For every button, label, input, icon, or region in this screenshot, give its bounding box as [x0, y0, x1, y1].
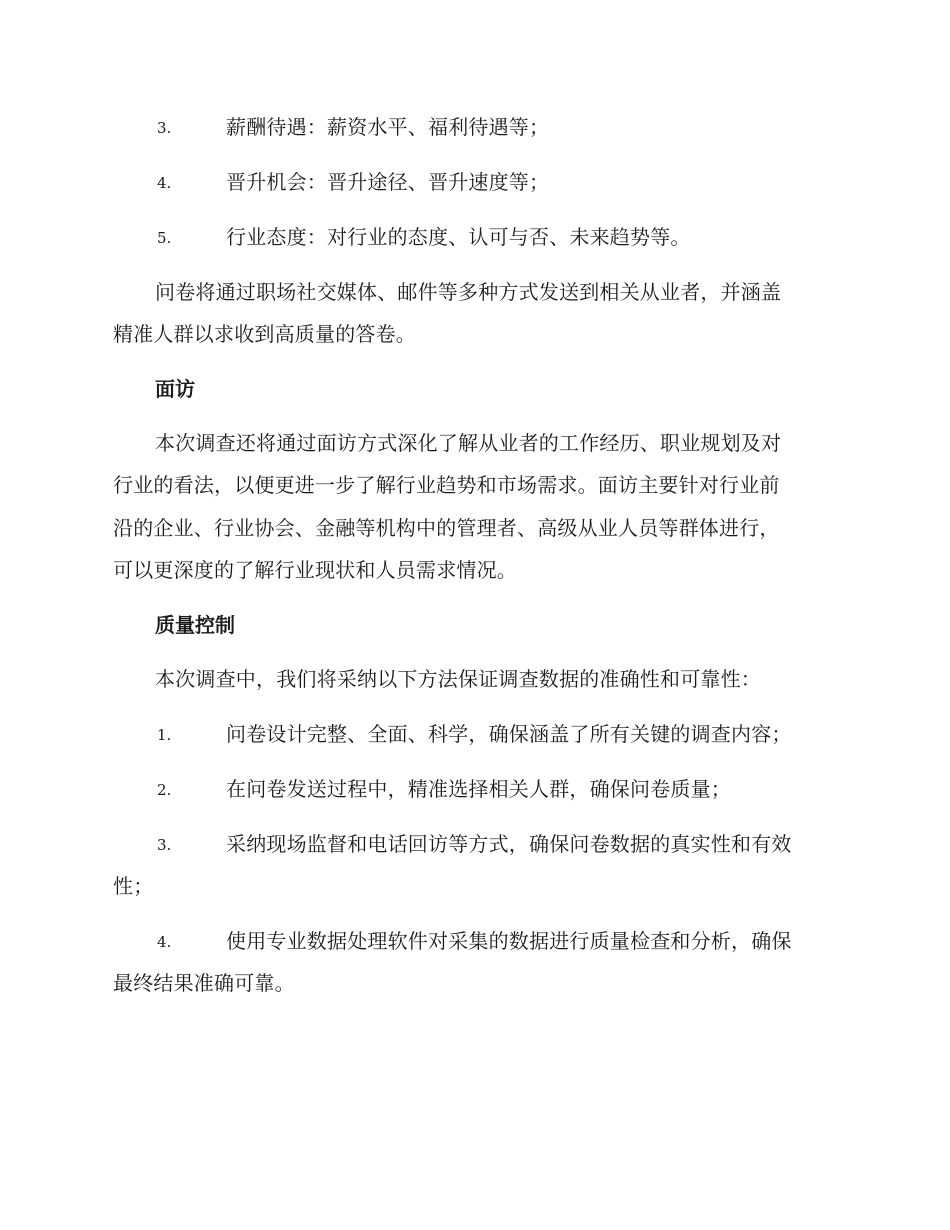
paragraph-line: 可以更深度的了解行业现状和人员需求情况。: [113, 558, 517, 582]
paragraph-line: 本次调查中，我们将采纳以下方法保证调查数据的准确性和可靠性：: [155, 667, 761, 691]
paragraph-line: 问卷将通过职场社交媒体、邮件等多种方式发送到相关从业者，并涵盖: [155, 280, 782, 304]
paragraph-line: 行业的看法，以便更进一步了解行业趋势和市场需求。面访主要针对行业前: [113, 473, 780, 497]
list-item-number: 4.: [157, 933, 172, 951]
section-heading-quality: 质量控制: [155, 613, 235, 637]
list-item-continuation: 性；: [113, 874, 154, 898]
list-item-number: 3.: [157, 119, 172, 137]
list-item-text: 在问卷发送过程中，精准选择相关人群，确保问卷质量；: [226, 777, 731, 801]
section-heading-interview: 面访: [155, 377, 195, 401]
paragraph-line: 沿的企业、行业协会、金融等机构中的管理者、高级从业人员等群体进行，: [113, 516, 780, 540]
list-item-number: 4.: [157, 174, 172, 192]
list-item-text: 使用专业数据处理软件对采集的数据进行质量检查和分析，确保: [226, 929, 792, 953]
list-item-text: 问卷设计完整、全面、科学，确保涵盖了所有关键的调查内容；: [226, 722, 792, 746]
list-item-text: 行业态度：对行业的态度、认可与否、未来趋势等。: [226, 225, 691, 249]
list-item-text: 晋升机会：晋升途径、晋升速度等；: [226, 170, 550, 194]
list-item-number: 5.: [157, 229, 172, 247]
paragraph-line: 精准人群以求收到高质量的答卷。: [113, 322, 416, 346]
list-item-continuation: 最终结果准确可靠。: [113, 971, 295, 995]
list-item-number: 1.: [157, 726, 172, 744]
list-item-number: 2.: [157, 781, 172, 799]
paragraph-line: 本次调查还将通过面访方式深化了解从业者的工作经历、职业规划及对: [155, 431, 782, 455]
list-item-number: 3.: [157, 836, 172, 854]
list-item-text: 薪酬待遇：薪资水平、福利待遇等；: [226, 115, 550, 139]
list-item-text: 采纳现场监督和电话回访等方式，确保问卷数据的真实性和有效: [226, 832, 792, 856]
